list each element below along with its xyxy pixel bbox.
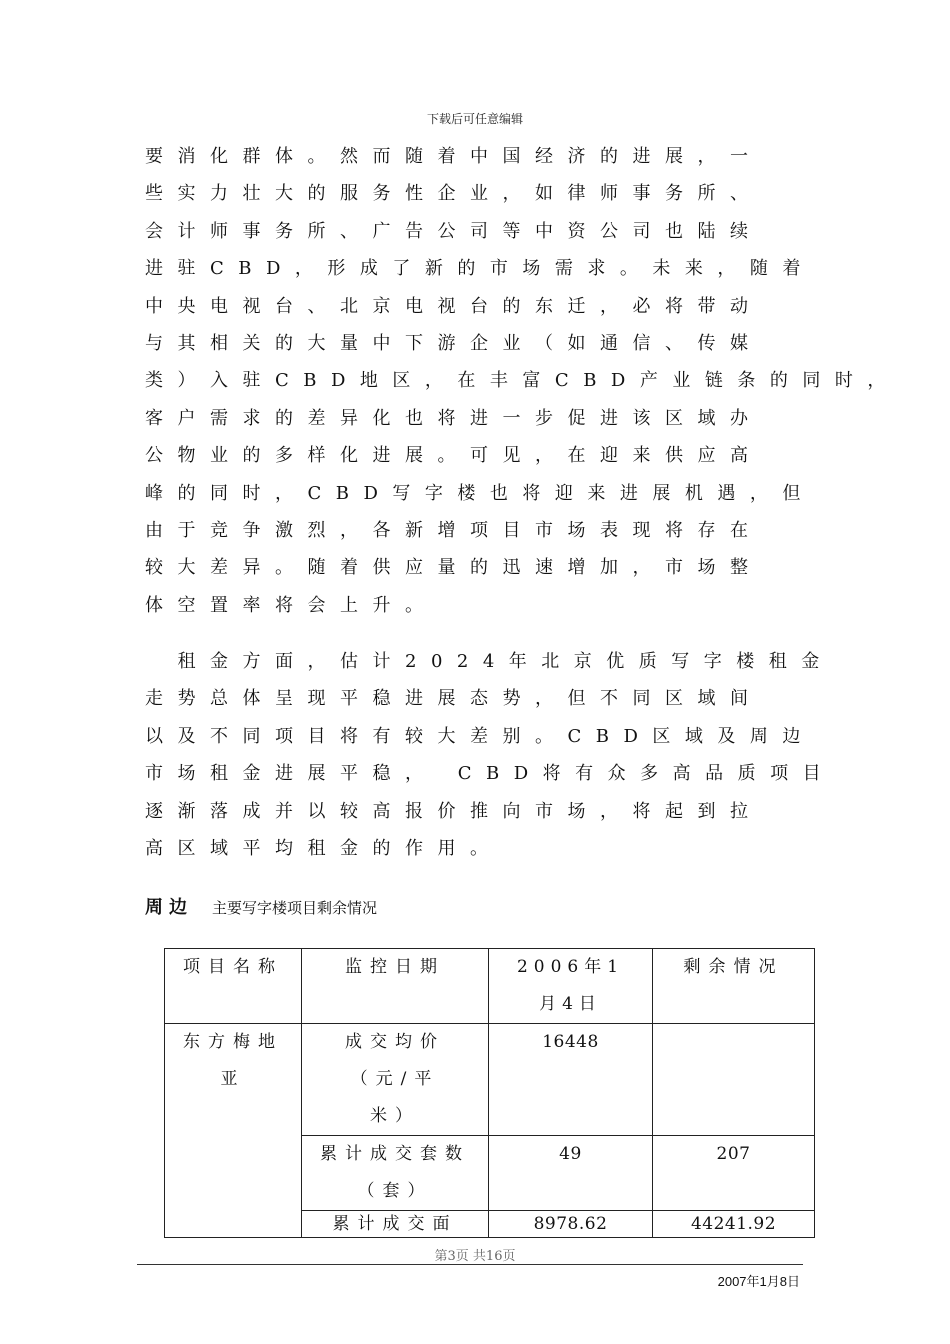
paragraph-line: 与其相关的大量中下游企业（如通信、传媒 [145,333,763,354]
paragraph-line: 公物业的多样化进展。可见，在迎来供应高 [145,445,763,467]
paragraph-line: 些实力壮大的服务性企业，如律师事务所、 [145,183,763,205]
header-project-name: 项目名称 [165,949,302,1024]
paragraph-line: 由于竞争激烈，各新增项目市场表现将存在 [145,520,763,541]
page-header: 下载后可任意编辑 [426,112,523,126]
row-remaining [653,1024,815,1136]
paragraph-line: 高区域平均租金的作用。 [145,838,503,859]
table-row [165,1024,815,1136]
paragraph-line: 较大差异。随着供应量的迅速增加，市场整 [145,557,763,579]
paragraph-line: 租金方面，估计2024年北京优质写字楼租金 [145,651,834,672]
page-number: 第3页 共16页 [434,1249,516,1264]
paragraph-line: 类）入驻CBD地区，在丰富CBD产业链条的同时， [145,370,900,392]
header-remaining: 剩余情况 [653,949,815,1024]
paragraph-line: 客户需求的差异化也将进一步促进该区域办 [145,407,763,429]
project-name-cell: 东方梅地亚 [165,1024,302,1238]
table-header-row [165,949,815,1024]
row-label: 累计成交面 [302,1211,489,1238]
footer-divider [137,1264,803,1265]
row-remaining: 44241.92 [653,1211,815,1238]
section-subtitle: 主要写字楼项目剩余情况 [212,899,378,917]
section-title: 周边 [145,897,193,918]
paragraph-line: 要消化群体。然而随着中国经济的进展，一 [145,146,763,167]
paragraph-line: 峰的同时，CBD写字楼也将迎来进展机遇，但 [145,482,815,504]
paragraph-line: 体空置率将会上升。 [145,594,438,616]
paragraph-line: 以及不同项目将有较大差别。CBD区域及周边 [145,725,815,747]
paragraph-line: 逐渐落成并以较高报价推向市场，将起到拉 [145,800,763,822]
footer-date: 2007年1月8日 [717,1274,800,1289]
row-label: 成交均价（元/平米） [302,1024,489,1136]
paragraph-line: 市场租金进展平稳， CBD将有众多高品质项目 [145,763,836,785]
row-value: 49 [489,1136,653,1211]
paragraph-line: 会计师事务所、广告公司等中资公司也陆续 [145,220,763,242]
row-label: 累计成交套数（套） [302,1136,489,1211]
paragraph-line: 走势总体呈现平稳进展态势，但不同区域间 [145,688,763,710]
remaining-table [164,948,815,1238]
header-monitor-date: 监控日期 [302,949,489,1024]
paragraph-line: 中央电视台、北京电视台的东迁，必将带动 [145,295,763,317]
row-remaining: 207 [653,1136,815,1211]
paragraph-line: 进驻CBD，形成了新的市场需求。未来，随着 [145,258,815,280]
row-value: 8978.62 [489,1211,653,1238]
row-value: 16448 [489,1024,653,1136]
header-date-value: 2006年1月4日 [489,949,653,1024]
